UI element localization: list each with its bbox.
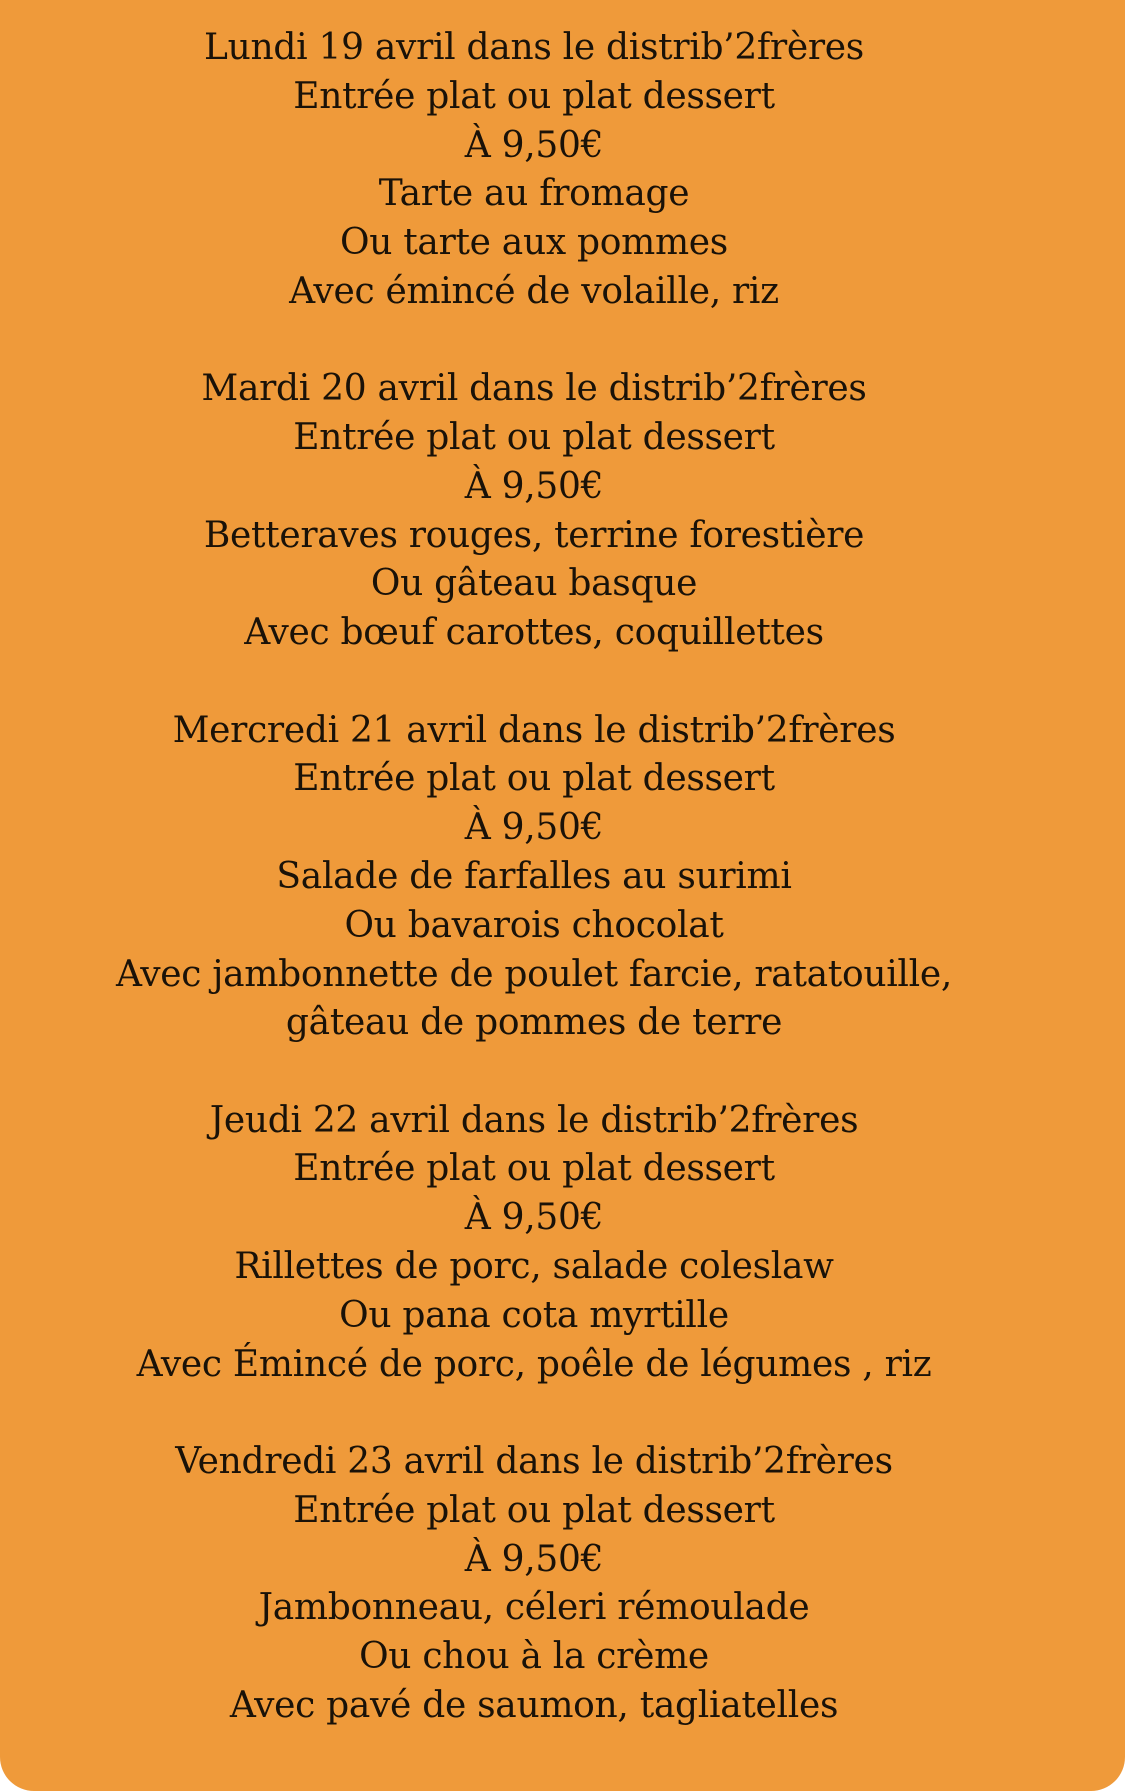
menu-line: Ou tarte aux pommes [340,222,728,264]
menu-line: Ou chou à la crème [359,1636,709,1678]
menu-line: Ou bavarois chocolat [344,904,724,946]
menu-line: Avec émincé de volaille, riz [289,270,779,312]
day-friday [0,1438,1068,1731]
formula-text: Entrée plat ou plat dessert [293,1489,775,1531]
price-text: À 9,50€ [464,1197,604,1239]
menu-line: Rillettes de porc, salade coleslaw [234,1246,834,1288]
price-text: À 9,50€ [464,1538,604,1580]
menu-line: Avec pavé de saumon, tagliatelles [229,1684,839,1726]
day-heading: Mercredi 21 avril dans le distrib’2frères [172,709,896,751]
menu-line: gâteau de pommes de terre [285,1002,783,1044]
price-text: À 9,50€ [464,807,604,849]
day-thursday [0,1097,1068,1390]
day-wednesday [0,707,1068,1049]
day-tuesday [0,365,1068,658]
menu-line: Avec Émincé de porc, poêle de légumes , riz [136,1343,932,1385]
menu-line: Tarte au fromage [378,173,690,215]
menu-line: Betteraves rouges, terrine forestière [203,514,865,556]
formula-text: Entrée plat ou plat dessert [293,1148,775,1190]
menu-line: Avec jambonnette de poulet farcie, ratatouille, [115,953,953,995]
formula-text: Entrée plat ou plat dessert [293,758,775,800]
price-text: À 9,50€ [464,124,604,166]
menu-line: Avec bœuf carottes, coquillettes [244,612,824,654]
menu-line: Jambonneau, céleri rémoulade [258,1587,810,1629]
day-heading: Vendredi 23 avril dans le distrib’2frères [175,1440,893,1482]
day-heading: Lundi 19 avril dans le distrib’2frères [204,27,864,68]
menu-line: Salade de farfalles au surimi [276,855,792,897]
menu-line: Ou pana cota myrtille [339,1294,729,1336]
weekly-menu [0,24,1068,1779]
formula-text: Entrée plat ou plat dessert [293,417,775,459]
formula-text: Entrée plat ou plat dessert [293,75,775,117]
day-monday [0,24,1068,317]
day-heading: Jeudi 22 avril dans le distrib’2frères [209,1099,859,1141]
day-heading: Mardi 20 avril dans le distrib’2frères [201,368,867,410]
menu-line: Ou gâteau basque [370,563,698,605]
price-text: À 9,50€ [464,465,604,507]
